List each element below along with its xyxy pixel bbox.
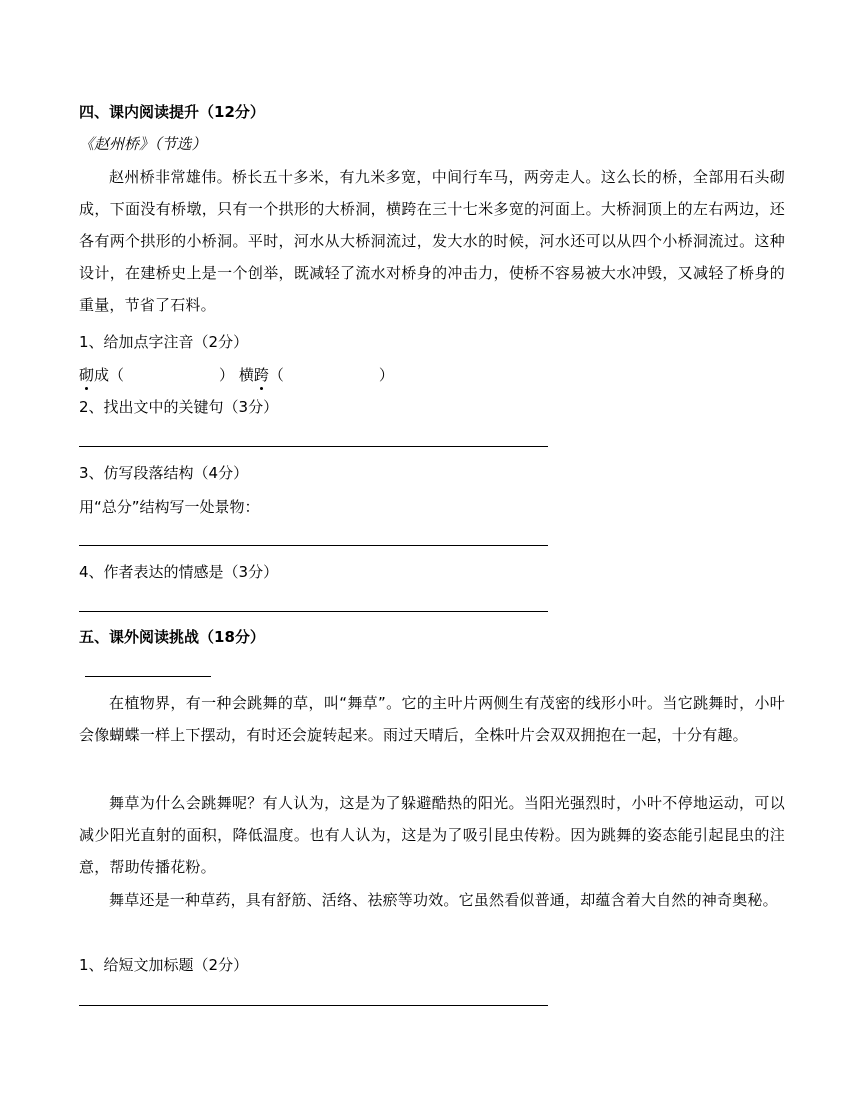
question-4-3: 3、仿写段落结构（4分）	[79, 464, 249, 482]
section5-heading: 五、课外阅读挑战（18分）	[79, 628, 265, 646]
question-4-4: 4、作者表达的情感是（3分）	[79, 563, 279, 581]
question-5-1: 1、给短文加标题（2分）	[79, 956, 249, 974]
answer-line-4-4[interactable]	[79, 611, 548, 612]
pinyin-items	[79, 364, 394, 386]
zhaozhou-bridge-passage: 赵州桥非常雄伟。桥长五十多米，有九米多宽，中间行车马，两旁走人。这么长的桥，全部用石头砌成，下面没有桥墩，只有一个拱形的大桥洞，横跨在三十七米多宽的河面上。大桥洞顶上的左右两边，还各有两个拱形的小桥洞。平时，河水从大桥洞流过，发大水的时候，河水还可以从四个小桥洞流过。这种设计，在建桥史上是一个创举，既减轻了流水对桥身的冲击力，使桥不容易被大水冲毁，又减轻了桥身的重量，节省了石料。	[79, 168, 785, 314]
question-4-1: 1、给加点字注音（2分）	[79, 333, 249, 351]
dancing-grass-paragraph-2: 舞草为什么会跳舞呢？有人认为，这是为了躲避酷热的阳光。当阳光强烈时，小叶不停地运动，可以减少阳光直射的面积，降低温度。也有人认为，这是为了吸引昆虫传粉。因为跳舞的姿态能引起昆虫的注意，帮助传播花粉。	[79, 794, 785, 876]
dotted-char-kua: 跨	[253, 366, 269, 384]
question-4-2: 2、找出文中的关键句（3分）	[79, 398, 279, 416]
pinyin-item2-close: ）	[378, 366, 394, 384]
dotted-char-qi: 砌	[79, 366, 95, 384]
pinyin-item2-open: （	[268, 366, 284, 384]
pinyin-item1-close: ）	[219, 366, 235, 384]
answer-line-5-1[interactable]	[79, 1005, 548, 1006]
dancing-grass-paragraph-3: 舞草还是一种草药，具有舒筋、活络、祛瘀等功效。它虽然看似普通，却蕴含着大自然的神奇奥秘。	[109, 891, 778, 909]
section4-heading: 四、课内阅读提升（12分）	[79, 103, 265, 121]
pinyin-item1-rest: 成（	[94, 366, 125, 384]
question-4-3-prompt: 用“总分”结构写一处景物：	[79, 498, 260, 516]
pinyin-item2-pre: 横	[238, 366, 254, 384]
answer-line-4-2[interactable]	[79, 446, 548, 447]
answer-line-4-3[interactable]	[79, 545, 548, 546]
title-blank-line[interactable]	[85, 676, 211, 677]
dancing-grass-paragraph-1: 在植物界，有一种会跳舞的草，叫“舞草”。它的主叶片两侧生有茂密的线形小叶。当它跳舞时，小叶会像蝴蝶一样上下摆动，有时还会旋转起来。雨过天晴后，全株叶片会双双拥抱在一起，十分有趣。	[79, 694, 785, 744]
passage-source: 《赵州桥》（节选）	[79, 135, 207, 153]
